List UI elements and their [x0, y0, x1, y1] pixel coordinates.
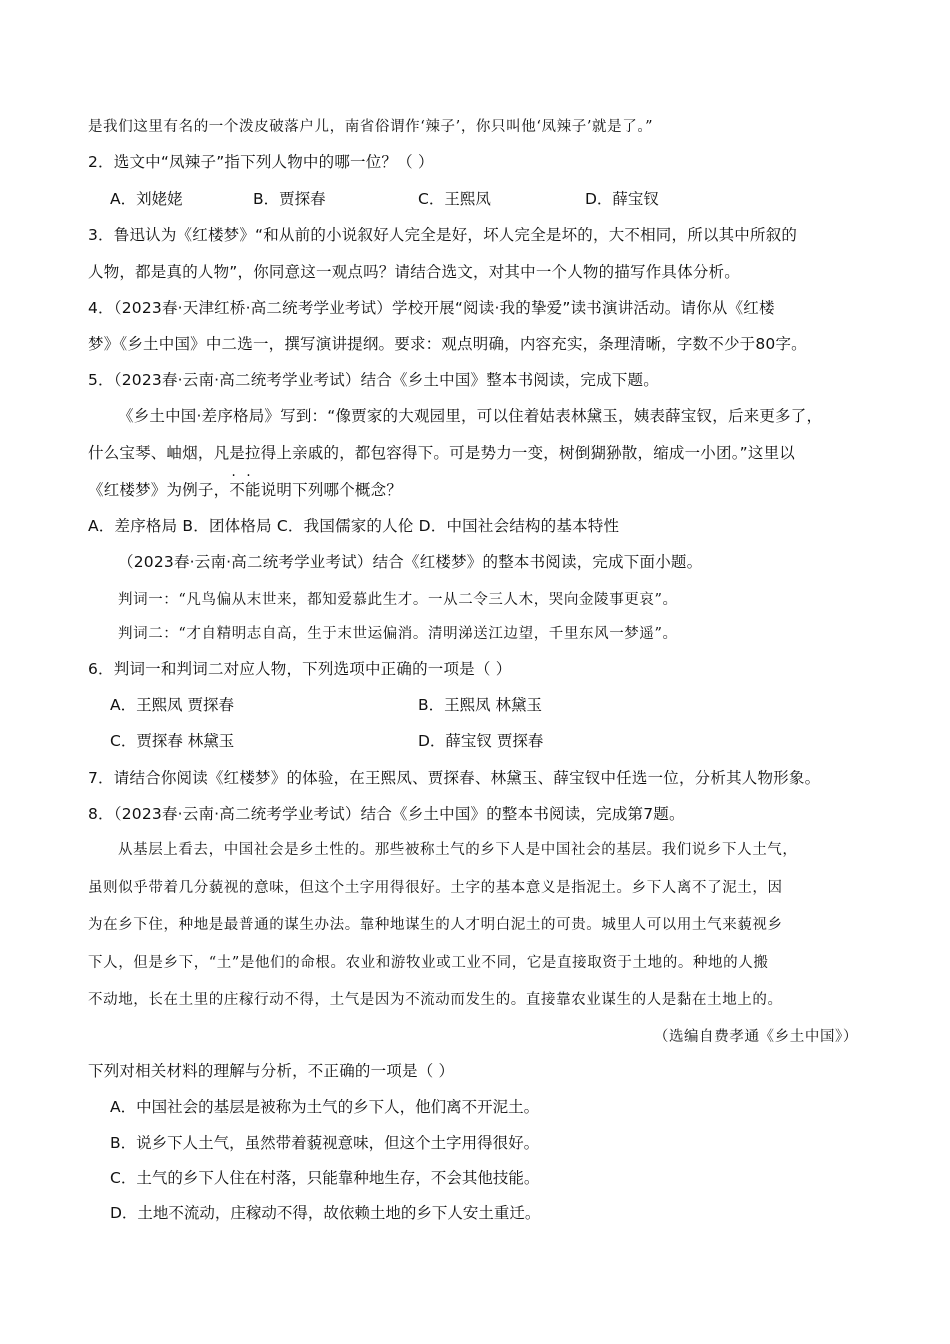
- q5-passage-pre: 《红楼梦》为例子，: [88, 481, 230, 499]
- q6-7-intro: （2023春·云南·高二统考学业考试）结合《红楼梦》的整本书阅读，完成下面小题。: [118, 553, 703, 571]
- q8-option-d: D．土地不流动，庄稼动不得，故依赖土地的乡下人安土重迁。: [110, 1204, 541, 1222]
- q8-passage-line-4: 下人，但是乡下，“土”是他们的命根。农业和游牧业或工业不同，它是直接取资于土地的。种地的人搬: [88, 955, 769, 971]
- q2-option-a: A．刘姥姥: [110, 190, 183, 208]
- q8-option-b: B．说乡下人土气，虽然带着藐视意味，但这个土字用得很好。: [110, 1134, 540, 1152]
- question-3-line-2: 人物，都是真的人物”，你同意这一观点吗？请结合选文，对其中一个人物的描写作具体分析。: [88, 263, 740, 281]
- panci-2: 判词二：“才自精明志自高，生于末世运偏消。清明涕送江边望，千里东风一梦遥”。: [118, 626, 678, 642]
- question-6: 6．判词一和判词二对应人物，下列选项中正确的一项是（ ）: [88, 660, 512, 678]
- q5-options: A．差序格局 B．团体格局 C．我国儒家的人伦 D．中国社会结构的基本特性: [88, 517, 620, 535]
- question-5: 5．（2023春·云南·高二统考学业考试）结合《乡土中国》整本书阅读，完成下题。: [88, 371, 659, 389]
- q8-passage-line-2: 虽则似乎带着几分藐视的意味，但这个土字用得很好。土字的基本意义是指泥土。乡下人离不了泥土，因: [88, 880, 783, 896]
- passage-tail-line: 是我们这里有名的一个泼皮破落户儿，南省俗谓作‘辣子’，你只叫他‘凤辣子’就是了。”: [88, 119, 654, 135]
- q6-option-c: C．贾探春 林黛玉: [110, 732, 235, 750]
- question-4-line-2: 梦》《乡土中国》中二选一，撰写演讲提纲。要求：观点明确，内容充实，条理清晰，字数不少于80字。: [88, 335, 807, 353]
- q2-option-b: B．贾探春: [253, 190, 326, 208]
- q6-option-d: D．薛宝钗 贾探春: [418, 732, 544, 750]
- question-7: 7．请结合你阅读《红楼梦》的体验，在王熙凤、贾探春、林黛玉、薛宝钗中任选一位，分析其人物形象。: [88, 769, 821, 787]
- question-4-line-1: 4．（2023春·天津红桥·高二统考学业考试）学校开展“阅读·我的挚爱”读书演讲活动。请你从《红楼: [88, 299, 775, 317]
- q8-passage-line-3: 为在乡下住，种地是最普通的谋生办法。靠种地谋生的人才明白泥土的可贵。城里人可以用土气来藐视乡: [88, 917, 783, 933]
- q8-passage-line-5: 不动地，长在土里的庄稼行动不得，土气是因为不流动而发生的。直接靠农业谋生的人是黏在土地上的。: [88, 992, 783, 1008]
- q8-option-a: A．中国社会的基层是被称为土气的乡下人，他们离不开泥土。: [110, 1098, 540, 1116]
- q8-option-c: C．土气的乡下人住在村落，只能靠种地生存，不会其他技能。: [110, 1169, 540, 1187]
- q5-passage-post: 说明下列哪个概念？: [260, 481, 403, 499]
- question-3-line-1: 3．鲁迅认为《红楼梦》“和从前的小说叙好人完全是好，坏人完全是坏的，大不相同，所以其中所叙的: [88, 226, 798, 244]
- q5-passage-line-3: [88, 479, 868, 501]
- q8-passage-source: （选编自费孝通《乡土中国》）: [653, 1029, 858, 1045]
- question-8: 8．（2023春·云南·高二统考学业考试）结合《乡土中国》的整本书阅读，完成第7题。: [88, 805, 685, 823]
- q8-passage-line-1: 从基层上看去，中国社会是乡土性的。那些被称土气的乡下人是中国社会的基层。我们说乡下人土气，: [118, 842, 798, 858]
- question-2: 2．选文中“凤辣子”指下列人物中的哪一位？（ ）: [88, 153, 434, 171]
- q5-passage-line-1: 《乡土中国·差序格局》写到：“像贾家的大观园里，可以住着姑表林黛玉，姨表薛宝钗，后来更多了，: [118, 407, 823, 425]
- q6-option-b: B．王熙凤 林黛玉: [418, 696, 543, 714]
- q2-option-d: D．薛宝钗: [585, 190, 659, 208]
- q2-option-c: C．王熙凤: [418, 190, 491, 208]
- q5-passage-line-2: 什么宝琴、岫烟，凡是拉得上亲戚的，都包容得下。可是势力一变，树倒猢狲散，缩成一小团。”这里以: [88, 444, 795, 462]
- q8-stem: 下列对相关材料的理解与分析，不正确的一项是（ ）: [88, 1062, 455, 1080]
- q6-option-a: A．王熙凤 贾探春: [110, 696, 235, 714]
- emphasis-text: 不能 · ·: [229, 479, 260, 501]
- panci-1: 判词一：“凡鸟偏从末世来，都知爱慕此生才。一从二令三人木，哭向金陵事更哀”。: [118, 592, 678, 608]
